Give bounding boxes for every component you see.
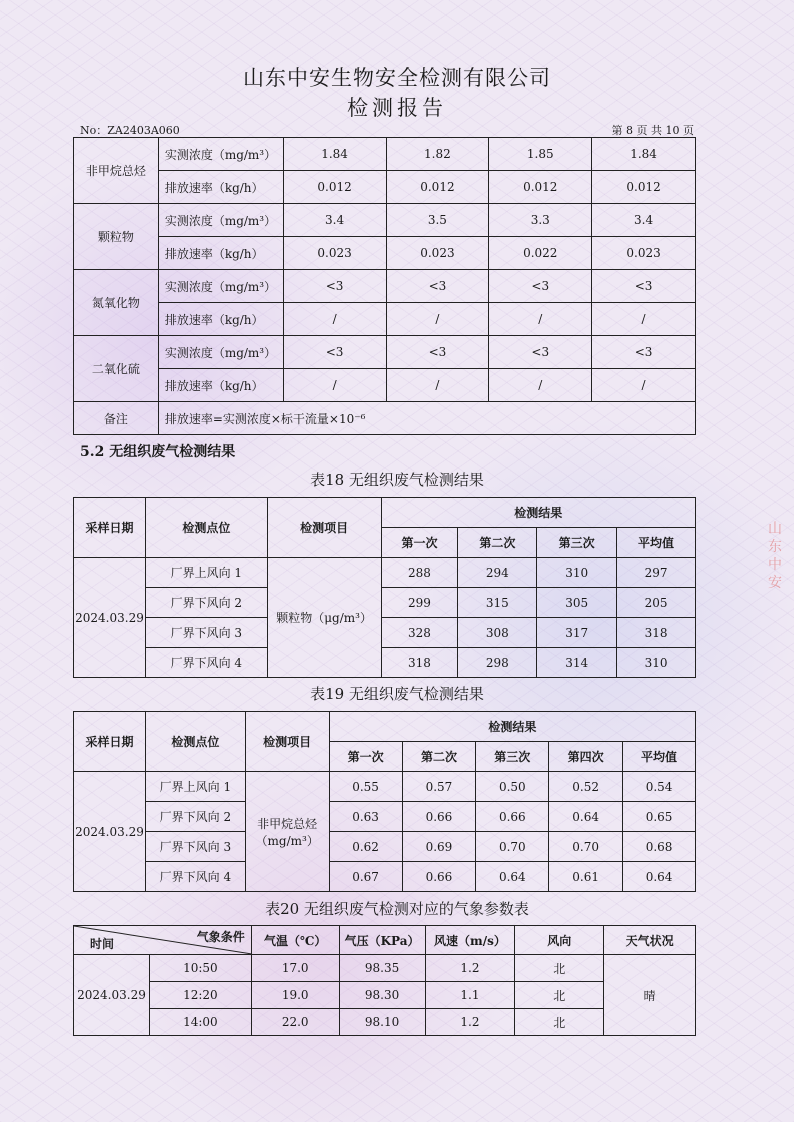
value-cell: 0.57 xyxy=(402,772,476,802)
value-cell: 205 xyxy=(617,588,696,618)
sample-point: 厂界上风向 1 xyxy=(145,558,267,588)
wind-dir-cell: 北 xyxy=(515,982,604,1009)
section-number: 5.2 xyxy=(80,444,105,460)
value-cell: / xyxy=(386,303,489,336)
table20 xyxy=(73,925,696,1036)
sample-point: 厂界下风向 2 xyxy=(145,588,267,618)
value-cell: 0.68 xyxy=(623,832,696,862)
header-col: 平均值 xyxy=(617,528,696,558)
wind-speed-cell: 1.2 xyxy=(425,955,515,982)
table-row xyxy=(74,237,696,270)
test-item-unit: （mg/m³） xyxy=(255,833,319,848)
sample-point: 厂界下风向 3 xyxy=(145,832,245,862)
value-cell: 0.64 xyxy=(623,862,696,892)
wind-speed-cell: 1.2 xyxy=(425,1009,515,1036)
value-cell: 294 xyxy=(458,558,537,588)
table-row xyxy=(74,588,696,618)
value-cell: 0.012 xyxy=(283,171,386,204)
table19-caption: 表19 无组织废气检测结果 xyxy=(310,685,484,703)
pollutant-name: 非甲烷总烃 xyxy=(74,138,159,204)
time-cell: 12:20 xyxy=(149,982,251,1009)
value-cell: 0.65 xyxy=(623,802,696,832)
pollutant-name: 氮氧化物 xyxy=(74,270,159,336)
value-cell: 3.3 xyxy=(489,204,592,237)
pollutant-name: 二氧化硫 xyxy=(74,336,159,402)
value-cell: 0.70 xyxy=(476,832,549,862)
value-cell: / xyxy=(592,303,696,336)
item-label: 实测浓度（mg/m³） xyxy=(158,204,283,237)
value-cell: 328 xyxy=(381,618,458,648)
report-title: 检测报告 xyxy=(347,96,447,120)
value-cell: 317 xyxy=(537,618,617,648)
value-cell: 1.85 xyxy=(489,138,592,171)
value-cell: 305 xyxy=(537,588,617,618)
section-heading xyxy=(80,441,235,461)
header-point: 检测点位 xyxy=(145,712,245,772)
header-col: 第二次 xyxy=(458,528,537,558)
value-cell: 0.023 xyxy=(283,237,386,270)
header-result: 检测结果 xyxy=(329,712,695,742)
table-row xyxy=(74,402,696,435)
value-cell: 0.66 xyxy=(402,802,476,832)
header-conditions: 气象条件 xyxy=(196,930,245,944)
header-weather: 天气状况 xyxy=(604,926,696,955)
value-cell: <3 xyxy=(592,270,696,303)
header-col: 第一次 xyxy=(329,742,402,772)
value-cell: 1.84 xyxy=(283,138,386,171)
table-row xyxy=(74,369,696,402)
header-wind-dir: 风向 xyxy=(515,926,604,955)
note-label: 备注 xyxy=(74,402,159,435)
item-label: 实测浓度（mg/m³） xyxy=(158,336,283,369)
value-cell: 0.62 xyxy=(329,832,402,862)
value-cell: 0.022 xyxy=(489,237,592,270)
emission-results-table xyxy=(73,137,696,435)
time-cell: 14:00 xyxy=(149,1009,251,1036)
note-text: 排放速率=实测浓度×标干流量×10⁻⁶ xyxy=(158,402,695,435)
header-col: 第二次 xyxy=(402,742,476,772)
value-cell: 0.64 xyxy=(476,862,549,892)
value-cell: 0.70 xyxy=(549,832,623,862)
header-col: 第四次 xyxy=(549,742,623,772)
table18-caption: 表18 无组织废气检测结果 xyxy=(310,471,484,489)
table-row xyxy=(74,832,696,862)
value-cell: <3 xyxy=(386,270,489,303)
temp-cell: 19.0 xyxy=(251,982,339,1009)
value-cell: / xyxy=(489,369,592,402)
value-cell: 310 xyxy=(617,648,696,678)
company-name: 山东中安生物安全检测有限公司 xyxy=(243,66,551,90)
value-cell: 308 xyxy=(458,618,537,648)
pressure-cell: 98.35 xyxy=(339,955,425,982)
value-cell: 0.54 xyxy=(623,772,696,802)
header-col: 第三次 xyxy=(537,528,617,558)
weather-cell: 晴 xyxy=(604,955,696,1036)
value-cell: 0.012 xyxy=(592,171,696,204)
value-cell: 3.4 xyxy=(283,204,386,237)
value-cell: 0.012 xyxy=(489,171,592,204)
value-cell: / xyxy=(489,303,592,336)
table-row xyxy=(74,336,696,369)
value-cell: 318 xyxy=(617,618,696,648)
table-row xyxy=(74,558,696,588)
value-cell: 0.50 xyxy=(476,772,549,802)
table-row xyxy=(74,648,696,678)
time-cell: 10:50 xyxy=(149,955,251,982)
table-row xyxy=(74,270,696,303)
table-header-row xyxy=(74,712,696,742)
value-cell: 0.023 xyxy=(592,237,696,270)
value-cell: 1.84 xyxy=(592,138,696,171)
value-cell: 0.64 xyxy=(549,802,623,832)
wind-dir-cell: 北 xyxy=(515,955,604,982)
test-item xyxy=(245,772,329,892)
item-label: 实测浓度（mg/m³） xyxy=(158,270,283,303)
table-row xyxy=(74,955,696,982)
value-cell: 0.63 xyxy=(329,802,402,832)
value-cell: 310 xyxy=(537,558,617,588)
header-point: 检测点位 xyxy=(145,498,267,558)
value-cell: 3.5 xyxy=(386,204,489,237)
value-cell: 315 xyxy=(458,588,537,618)
sample-point: 厂界下风向 4 xyxy=(145,862,245,892)
value-cell: 0.61 xyxy=(549,862,623,892)
table-row xyxy=(74,982,696,1009)
value-cell: 298 xyxy=(458,648,537,678)
test-item-name: 非甲烷总烃 xyxy=(257,816,318,831)
item-label: 排放速率（kg/h） xyxy=(158,237,283,270)
sample-point: 厂界下风向 4 xyxy=(145,648,267,678)
header-item: 检测项目 xyxy=(267,498,381,558)
header-wind-speed: 风速（m/s） xyxy=(425,926,515,955)
value-cell: 0.67 xyxy=(329,862,402,892)
value-cell: <3 xyxy=(283,336,386,369)
header-col: 第三次 xyxy=(476,742,549,772)
value-cell: 297 xyxy=(617,558,696,588)
test-item: 颗粒物（μg/m³） xyxy=(267,558,381,678)
value-cell: 0.66 xyxy=(402,862,476,892)
wind-speed-cell: 1.1 xyxy=(425,982,515,1009)
value-cell: 0.55 xyxy=(329,772,402,802)
wind-dir-cell: 北 xyxy=(515,1009,604,1036)
table18 xyxy=(73,497,696,678)
header-date: 采样日期 xyxy=(74,498,146,558)
value-cell: <3 xyxy=(283,270,386,303)
item-label: 排放速率（kg/h） xyxy=(158,171,283,204)
header-col: 平均值 xyxy=(623,742,696,772)
value-cell: 0.012 xyxy=(386,171,489,204)
temp-cell: 22.0 xyxy=(251,1009,339,1036)
header-result: 检测结果 xyxy=(381,498,695,528)
sample-date: 2024.03.29 xyxy=(74,558,146,678)
value-cell: / xyxy=(592,369,696,402)
header-time: 时间 xyxy=(90,937,115,951)
value-cell: / xyxy=(283,369,386,402)
pollutant-name: 颗粒物 xyxy=(74,204,159,270)
sample-date: 2024.03.29 xyxy=(74,772,146,892)
value-cell: / xyxy=(386,369,489,402)
value-cell: 3.4 xyxy=(592,204,696,237)
value-cell: 288 xyxy=(381,558,458,588)
value-cell: <3 xyxy=(386,336,489,369)
header-temp: 气温（℃） xyxy=(251,926,339,955)
value-cell: / xyxy=(283,303,386,336)
report-number: No：ZA2403A060 xyxy=(80,124,180,137)
item-label: 实测浓度（mg/m³） xyxy=(158,138,283,171)
table19 xyxy=(73,711,696,892)
header-col: 第一次 xyxy=(381,528,458,558)
table-row xyxy=(74,171,696,204)
table-row xyxy=(74,138,696,171)
table-header-row xyxy=(74,498,696,528)
table-row xyxy=(74,862,696,892)
table-header-row xyxy=(74,926,696,955)
table-row xyxy=(74,204,696,237)
value-cell: 1.82 xyxy=(386,138,489,171)
table-row xyxy=(74,1009,696,1036)
header-pressure: 气压（KPa） xyxy=(339,926,425,955)
table20-caption: 表20 无组织废气检测对应的气象参数表 xyxy=(265,900,529,918)
sample-point: 厂界下风向 2 xyxy=(145,802,245,832)
item-label: 排放速率（kg/h） xyxy=(158,303,283,336)
value-cell: <3 xyxy=(489,270,592,303)
pressure-cell: 98.10 xyxy=(339,1009,425,1036)
value-cell: <3 xyxy=(489,336,592,369)
value-cell: 0.66 xyxy=(476,802,549,832)
page-info: 第 8 页 共 10 页 xyxy=(611,124,694,137)
header-item: 检测项目 xyxy=(245,712,329,772)
pressure-cell: 98.30 xyxy=(339,982,425,1009)
sample-point: 厂界下风向 3 xyxy=(145,618,267,648)
value-cell: 314 xyxy=(537,648,617,678)
item-label: 排放速率（kg/h） xyxy=(158,369,283,402)
table-row xyxy=(74,303,696,336)
table-row xyxy=(74,802,696,832)
diagonal-header-cell xyxy=(74,926,252,955)
table-row xyxy=(74,772,696,802)
sample-date: 2024.03.29 xyxy=(74,955,150,1036)
header-date: 采样日期 xyxy=(74,712,146,772)
value-cell: 0.69 xyxy=(402,832,476,862)
table-row xyxy=(74,618,696,648)
seal-stamp: 山东中安 xyxy=(768,521,782,591)
value-cell: 0.023 xyxy=(386,237,489,270)
value-cell: 299 xyxy=(381,588,458,618)
value-cell: <3 xyxy=(592,336,696,369)
sample-point: 厂界上风向 1 xyxy=(145,772,245,802)
value-cell: 318 xyxy=(381,648,458,678)
section-title: 无组织废气检测结果 xyxy=(109,444,236,460)
value-cell: 0.52 xyxy=(549,772,623,802)
temp-cell: 17.0 xyxy=(251,955,339,982)
